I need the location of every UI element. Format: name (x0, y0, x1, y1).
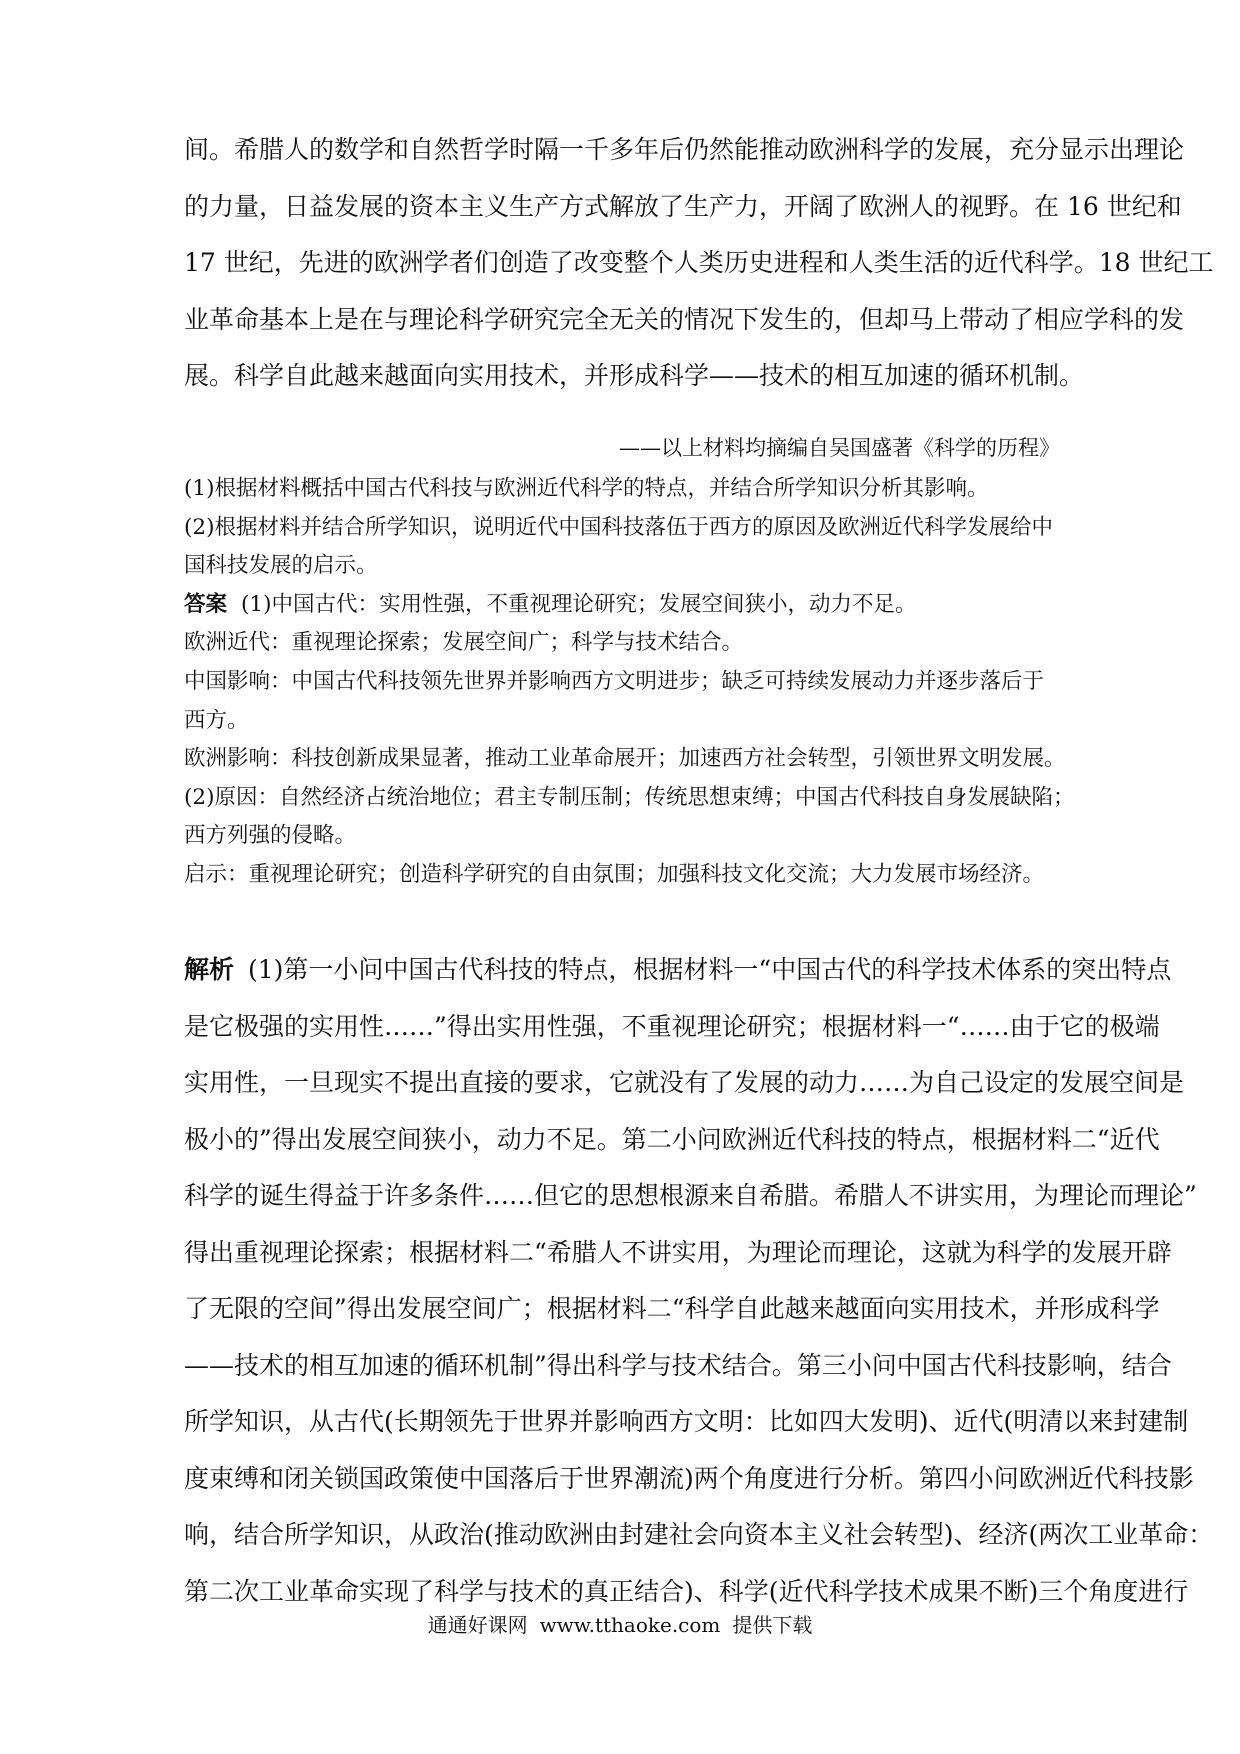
material-source: ——以上材料均摘编自吴国盛著《科学的历程》 (619, 436, 1060, 460)
answer-line: 欧洲近代：重视理论探索；发展空间广；科学与技术结合。 (184, 630, 744, 656)
footer-site-name: 通通好课网 (427, 1613, 528, 1637)
analysis-line: ——技术的相互加速的循环机制”得出科学与技术结合。第三小问中国古代科技影响，结合 (184, 1350, 1172, 1380)
analysis-line: 是它极强的实用性……”得出实用性强，不重视理论研究；根据材料一“……由于它的极端 (184, 1011, 1160, 1041)
material-line: 的力量，日益发展的资本主义生产方式解放了生产力，开阔了欧洲人的视野。在 16 世纪和 (184, 191, 1182, 221)
question-block (184, 470, 1075, 895)
question-line: (1)根据材料概括中国古代科技与欧洲近代科学的特点，并结合所学知识分析其影响。 (184, 476, 989, 501)
analysis-line: 科学的诞生得益于许多条件……但它的思想根源来自希腊。希腊人不讲实用，为理论而理论” (184, 1181, 1197, 1210)
question-line: 国科技发展的启示。 (184, 553, 378, 579)
analysis-text: (1)第一小问中国古代科技的特点，根据材料一“中国古代的科学技术体系的突出特点 (248, 955, 1172, 984)
analysis-label: 解析 (184, 955, 235, 984)
material-line: 间。希腊人的数学和自然哲学时隔一千多年后仍然能推动欧洲科学的发展，充分显示出理论 (184, 135, 1185, 164)
material-passage (184, 122, 1214, 405)
analysis-line: 了无限的空间”得出发展空间广；根据材料二“科学自此越来越面向实用技术，并形成科学 (184, 1294, 1160, 1323)
analysis-first-line (184, 942, 1172, 999)
analysis-line: 响，结合所学知识，从政治(推动欧洲由封建社会向资本主义社会转型)、经济(两次工业革命： (184, 1520, 1214, 1549)
page-footer (0, 1610, 1240, 1640)
answer-text: (1)中国古代：实用性强，不重视理论研究；发展空间狭小，动力不足。 (241, 591, 917, 617)
footer-url[interactable]: www.tthaoke.com (539, 1613, 721, 1637)
footer-note: 提供下载 (732, 1613, 813, 1637)
analysis-line: 第二次工业革命实现了科学与技术的真正结合)、科学(近代科学技术成果不断)三个角度进行 (184, 1576, 1189, 1606)
answer-line: 启示：重视理论研究；创造科学研究的自由氛围；加强科技文化交流；大力发展市场经济。 (184, 861, 1045, 887)
answer-label: 答案 (184, 591, 228, 617)
analysis-line: 所学知识，从古代(长期领先于世界并影响西方文明：比如四大发明)、近代(明清以来封建制 (184, 1407, 1189, 1436)
material-line: 业革命基本上是在与理论科学研究完全无关的情况下发生的，但却马上带动了相应学科的发 (184, 304, 1185, 334)
analysis-line: 实用性，一旦现实不提出直接的要求，它就没有了发展的动力……为自己设定的发展空间是 (184, 1068, 1185, 1097)
analysis-line: 极小的”得出发展空间狭小，动力不足。第二小问欧洲近代科技的特点，根据材料二“近代 (184, 1124, 1160, 1154)
material-line: 展。科学自此越来越面向实用技术，并形成科学——技术的相互加速的循环机制。 (184, 361, 1085, 390)
analysis-line: 度束缚和闭关锁国政策使中国落后于世界潮流)两个角度进行分析。第四小问欧洲近代科技影 (184, 1463, 1194, 1493)
analysis-line: 得出重视理论探索；根据材料二“希腊人不讲实用，为理论而理论，这就为科学的发展开辟 (184, 1237, 1172, 1267)
answer-first-line (184, 586, 1064, 625)
analysis-block (184, 942, 1214, 1620)
answer-line: 欧洲影响：科技创新成果显著，推动工业革命展开；加速西方社会转型，引领世界文明发展。 (184, 746, 1066, 772)
answer-line: 中国影响：中国古代科技领先世界并影响西方文明进步；缺乏可持续发展动力并逐步落后于 (184, 668, 1045, 694)
material-line: 17 世纪，先进的欧洲学者们创造了改变整个人类历史进程和人类生活的近代科学。18 世纪工 (184, 248, 1214, 277)
answer-line: (2)原因：自然经济占统治地位；君主专制压制；传统思想束缚；中国古代科技自身发展缺陷； (184, 784, 1075, 810)
answer-line: 西方列强的侵略。 (184, 823, 357, 849)
question-line: (2)根据材料并结合所学知识，说明近代中国科技落伍于西方的原因及欧洲近代科学发展给中 (184, 514, 1053, 540)
answer-line: 西方。 (184, 707, 249, 733)
